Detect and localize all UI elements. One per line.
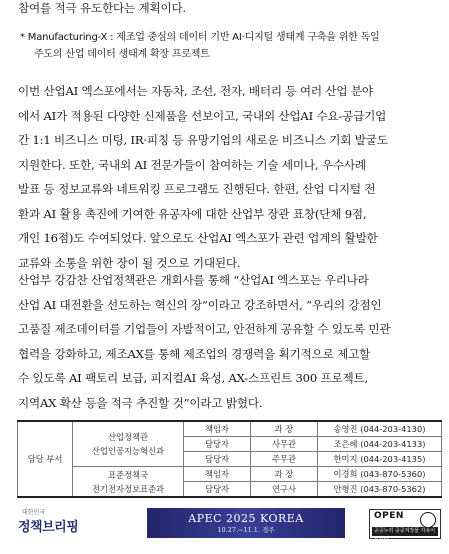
person-cell: 송영진 (044-203-4130) — [318, 421, 442, 437]
role-cell: 담당자 — [184, 482, 251, 498]
department-header: 담당 부서 — [18, 421, 73, 497]
role-cell: 담당자 — [184, 437, 251, 452]
body-paragraph-2: 산업부 강감찬 산업정책관은 개회사를 통해 “산업AI 엑스포는 우리나라 산업 AI 대전환을 선도하는 혁신의 장”이라고 강조하면서, “우리의 강점인 고품질 제조데이터를 기업들이 자발적이고, 안전하게 공유할 수 있도록 민관 협력을 강화하고, 제조AX를 통해 제조업의 경쟁력을 획기적으로 제고할 수 있도록 AI 팩토리 보급, 피지컬AI 육성, AX-스프린트 300 프로젝트, 지역AX 확산 등을 적극 추진할 것”이라고 밝혔다. — [18, 273, 391, 410]
position-cell: 과 장 — [251, 421, 318, 437]
table-row — [18, 467, 442, 482]
table-row — [18, 421, 442, 437]
logo-small-text: 대한민국 — [22, 509, 46, 516]
apec-2025-banner[interactable] — [147, 508, 345, 538]
footnote-line-1: * Manufacturing-X : 제조업 중심의 데이터 기반 AI·디지털 생태계 구축을 위한 독일 — [20, 32, 380, 43]
open-sub-label: 공공누리 공공저작물 자유이용허락 — [372, 527, 438, 536]
footnote-line-2: 주도의 산업 데이터 생태계 확장 프로젝트 — [34, 49, 210, 60]
department-line: 전기전자정보표준과 — [91, 483, 165, 494]
department-line: 산업정책관 — [107, 432, 149, 442]
person-cell: 이경희 (043-870-5360) — [318, 467, 442, 482]
footer — [0, 505, 449, 545]
role-cell: 책임자 — [184, 467, 251, 482]
open-label: OPEN — [374, 511, 404, 521]
department-line: 표준정책국 — [107, 469, 149, 480]
department-name — [73, 421, 184, 467]
apec-title: APEC 2025 KOREA — [188, 512, 304, 525]
person-cell: 조은혜 (044-203-4133) — [318, 437, 442, 452]
department-name — [73, 467, 184, 498]
person-cell: 한미지 (044-203-4135) — [318, 452, 442, 467]
intro-line: 참여를 적극 유도한다는 계획이다. — [18, 1, 186, 15]
open-license-badge[interactable] — [369, 509, 441, 543]
contact-table — [17, 420, 442, 498]
department-line: 산업인공지능혁신과 — [91, 446, 165, 456]
position-cell: 과 장 — [251, 467, 318, 482]
korea-policy-briefing-logo[interactable] — [18, 507, 98, 539]
position-cell: 연구사 — [251, 482, 318, 498]
position-cell: 사무관 — [251, 437, 318, 452]
role-cell: 담당자 — [184, 452, 251, 467]
logo-text: 정책브리핑 — [18, 520, 79, 535]
person-cell: 안형진 (043-870-5362) — [318, 482, 442, 498]
license-icon — [420, 512, 436, 528]
role-cell: 책임자 — [184, 421, 251, 437]
body-paragraph-1: 이번 산업AI 엑스포에서는 자동차, 조선, 전자, 배터리 등 여러 산업 분야 에서 AI가 적용된 다양한 신제품을 선보이고, 국내외 산업AI 수요-공급기업 간 1:1 비즈니스 미팅, IR·피칭 등 유망기업의 새로운 비즈니스 기회 발굴도 지원한다. 또한, 국내외 AI 전문가들이 참여하는 기술 세미나, 우수사례 발표 등 정보교류와 네트워킹 프로그램도 진행된다. 한편, 산업 디지털 전 환과 AI 활용 촉진에 기여한 유공자에 대한 산업부 장관 표창(단체 9점, 개인 16점)도 수여되었다. 앞으로도 산업AI 엑스포가 관련 업계의 활발한 교류와 소통을 위한 장이 될 것으로 기대된다. — [18, 84, 388, 270]
apec-subtitle: 10.27.~11.1. 경주 — [217, 526, 275, 534]
position-cell: 주무관 — [251, 452, 318, 467]
footnote — [20, 29, 437, 63]
